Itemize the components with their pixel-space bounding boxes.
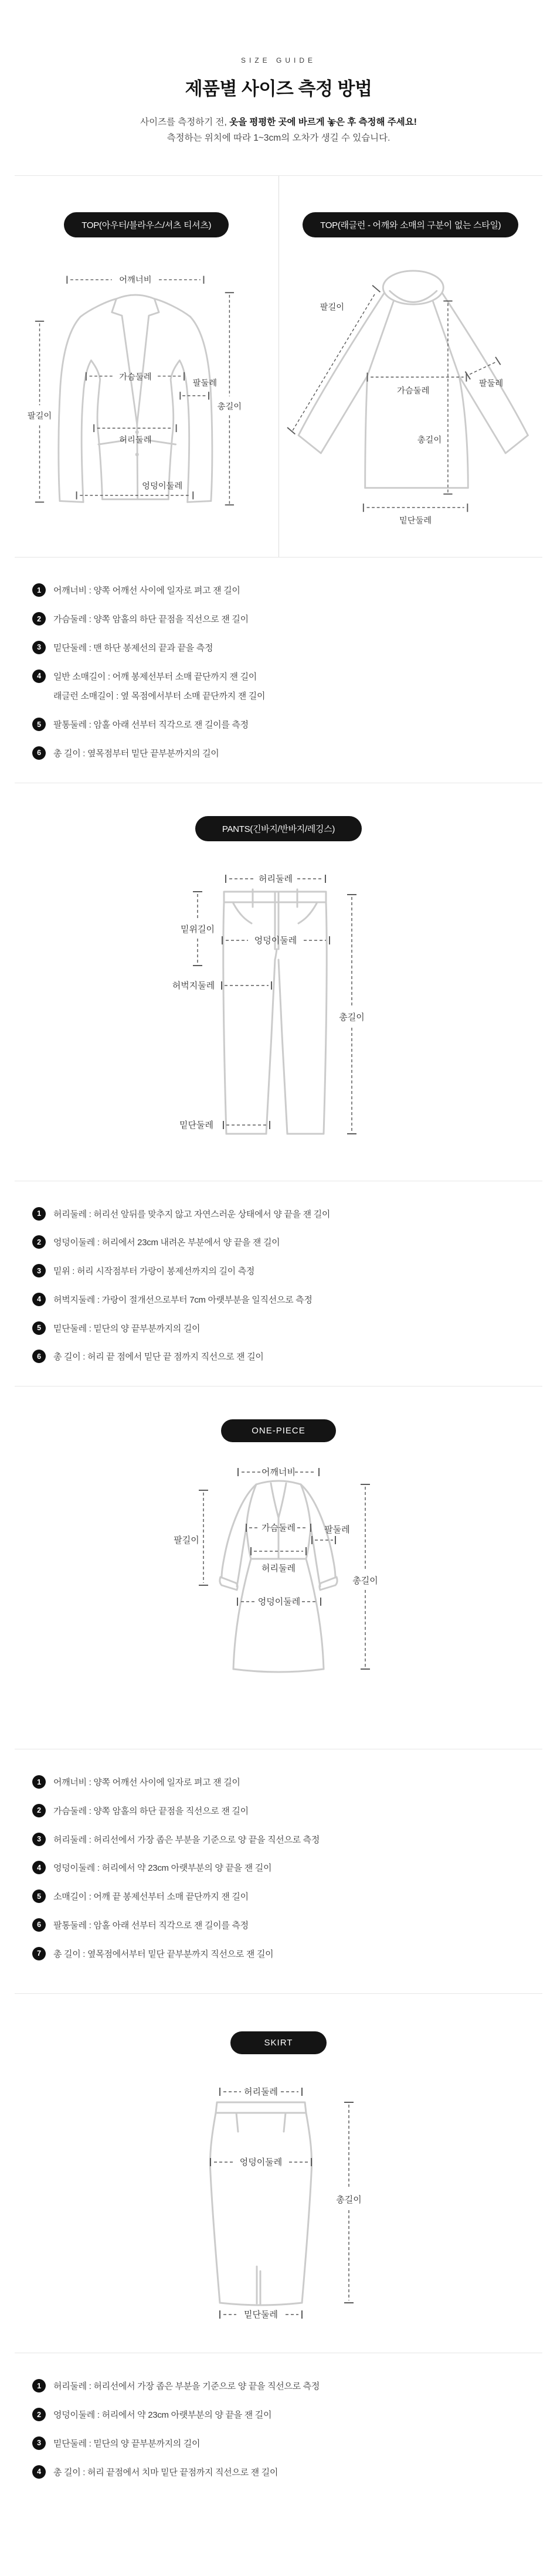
pants-label-hem: 밑단둘레 — [179, 1120, 213, 1130]
list-item — [32, 584, 525, 597]
step-text: 소매길이 : 어깨 끝 봉제선부터 소매 끝단까지 잰 길이 — [53, 1892, 249, 1902]
step-number-badge: 7 — [32, 1947, 46, 1960]
step-text: 총 길이 : 허리 끝점에서 치마 밑단 끝점까지 직선으로 잰 길이 — [53, 2467, 278, 2478]
skirt-diagram — [161, 2074, 396, 2326]
step-number-badge: 2 — [32, 1804, 46, 1817]
page-title: 제품별 사이즈 측정 방법 — [185, 79, 372, 99]
skirt-section — [15, 1994, 542, 2501]
eyebrow-text: SIZE GUIDE — [240, 56, 316, 64]
list-item — [32, 747, 525, 760]
onepiece-label-waist: 허리둘레 — [261, 1564, 296, 1574]
jacket-labels — [28, 274, 242, 491]
pants-diagram-block — [15, 783, 542, 1181]
step-text: 가슴둘레 : 양쪽 암홀의 하단 끝점을 직선으로 잰 길이 — [53, 1806, 249, 1816]
step-number-badge: 5 — [32, 1889, 46, 1903]
step-text: 밑위 : 허리 시작점부터 가랑이 봉제선까지의 길이 측정 — [53, 1266, 255, 1276]
step-number-badge: 2 — [32, 2408, 46, 2421]
step-number-badge: 4 — [32, 1293, 46, 1306]
list-item — [32, 2438, 525, 2451]
step-text: 일반 소매길이 : 어깨 봉제선부터 소매 끝단까지 잰 길이 — [53, 671, 257, 682]
step-text: 팔통둘레 : 암홀 아래 선부터 직각으로 잰 길이를 측정 — [53, 720, 249, 730]
top-diagrams-row — [15, 175, 542, 558]
pants-label-total: 총길이 — [339, 1012, 365, 1022]
top-raglan-column — [278, 176, 543, 557]
list-item — [32, 1919, 525, 1932]
pants-diagram — [161, 861, 396, 1154]
pants-outline — [223, 889, 327, 1134]
step-number-badge: 4 — [32, 1861, 46, 1874]
onepiece-label-arm: 팔둘레 — [324, 1525, 350, 1535]
step-number-badge: 3 — [32, 641, 46, 654]
jacket-label-chest: 가슴둘레 — [118, 372, 152, 382]
step-text: 엉덩이둘레 : 허리에서 약 23cm 아랫부분의 양 끝을 잰 길이 — [53, 1863, 272, 1874]
step-number-badge: 3 — [32, 2436, 46, 2450]
step-number-badge: 2 — [32, 1235, 46, 1249]
onepiece-label-sleeve: 팔길이 — [174, 1535, 199, 1545]
step-text: 팔통둘레 : 암홀 아래 선부터 직각으로 잰 길이를 측정 — [53, 1920, 249, 1931]
list-item — [32, 2380, 525, 2393]
onepiece-label-total: 총길이 — [352, 1576, 378, 1586]
step-number-badge: 6 — [32, 1918, 46, 1932]
skirt-outline — [210, 2102, 311, 2305]
pants-pill: PANTS(긴바지/반바지/레깅스) — [195, 816, 362, 841]
raglan-labels — [320, 302, 503, 526]
jacket-label-waist: 허리둘레 — [118, 436, 152, 446]
step-text-line2: 래글런 소매길이 : 옆 목점에서부터 소매 끝단까지 잰 길이 — [53, 691, 266, 702]
step-number-badge: 1 — [32, 1775, 46, 1789]
onepiece-outline — [220, 1481, 337, 1672]
step-text: 밑단둘레 : 밑단의 양 끝부분까지의 길이 — [53, 1323, 201, 1334]
step-text: 총 길이 : 허리 끝 점에서 밑단 끝 점까지 직선으로 잰 길이 — [53, 1352, 264, 1362]
step-text: 허리둘레 : 허리선에서 가장 좁은 부분을 기준으로 양 끝을 직선으로 측정 — [53, 2381, 320, 2392]
onepiece-label-shoulder: 어깨너비 — [261, 1467, 296, 1477]
onepiece-labels — [174, 1467, 378, 1607]
step-number-badge: 5 — [32, 1321, 46, 1335]
onepiece-label-chest: 가슴둘레 — [261, 1523, 296, 1533]
step-text: 총 길이 : 옆목점부터 밑단 끝부분까지의 길이 — [53, 748, 219, 759]
onepiece-steps-list — [15, 1749, 542, 1994]
list-item — [32, 1862, 525, 1875]
skirt-label-waist: 허리둘레 — [244, 2087, 278, 2098]
step-text: 어깨너비 : 양쪽 어깨선 사이에 일자로 펴고 잰 길이 — [53, 586, 240, 596]
step-number-badge: 6 — [32, 746, 46, 760]
skirt-label-total: 총길이 — [336, 2195, 362, 2205]
step-text: 총 길이 : 옆목점에서부터 밑단 끝부분까지 직선으로 잰 길이 — [53, 1949, 274, 1959]
step-text: 허벅지둘레 : 가랑이 절개선으로부터 7cm 아랫부분을 일직선으로 측정 — [53, 1294, 313, 1305]
skirt-label-hem: 밑단둘레 — [244, 2310, 278, 2320]
step-text-group — [53, 671, 265, 704]
list-item — [32, 1294, 525, 1307]
description-normal: 사이즈를 측정하기 전, — [140, 117, 230, 127]
pants-label-hip: 엉덩이둘레 — [254, 935, 297, 946]
step-text: 허리둘레 : 허리선 앞뒤를 맞추지 않고 자연스러운 상태에서 양 끝을 잰 길이 — [53, 1209, 331, 1219]
list-item — [32, 1236, 525, 1249]
pants-diagram-wrap — [15, 861, 542, 1157]
onepiece-diagram-wrap — [15, 1462, 542, 1723]
list-item — [32, 2409, 525, 2422]
top-jacket-column — [15, 176, 278, 557]
list-item — [32, 613, 525, 626]
raglan-diagram — [287, 257, 534, 527]
step-number-badge: 5 — [32, 718, 46, 731]
description-bold: 옷을 평평한 곳에 바르게 놓은 후 측정해 주세요! — [229, 117, 417, 127]
list-item — [32, 2466, 525, 2479]
step-number-badge: 3 — [32, 1264, 46, 1277]
list-item — [32, 1265, 525, 1278]
jacket-label-sleeve: 팔길이 — [27, 412, 52, 422]
raglan-label-hem: 밑단둘레 — [399, 516, 432, 526]
raglan-label-arm: 팔둘레 — [478, 379, 504, 389]
top-section — [15, 175, 542, 783]
skirt-measure-lines — [210, 2088, 354, 2319]
step-text: 가슴둘레 : 양쪽 암홀의 하단 끝점을 직선으로 잰 길이 — [53, 614, 249, 624]
list-item — [32, 1208, 525, 1221]
step-number-badge: 1 — [32, 2379, 46, 2393]
step-number-badge: 1 — [32, 583, 46, 597]
step-number-badge: 3 — [32, 1833, 46, 1846]
skirt-steps-list — [15, 2353, 542, 2501]
page-header — [0, 0, 557, 146]
top-raglan-pill: TOP(래글런 - 어깨와 소매의 구분이 없는 스타일) — [303, 212, 518, 237]
step-number-badge: 6 — [32, 1350, 46, 1363]
jacket-label-arm: 팔둘레 — [192, 379, 217, 389]
onepiece-label-hip: 엉덩이둘레 — [257, 1597, 301, 1607]
step-text: 밑단둘레 : 맨 하단 봉제선의 끝과 끝을 측정 — [53, 643, 213, 653]
raglan-diagram-wrap — [279, 257, 543, 530]
pants-label-thigh: 허벅지둘레 — [172, 980, 215, 991]
jacket-label-hip: 엉덩이둘레 — [141, 481, 183, 491]
list-item — [32, 1351, 525, 1364]
onepiece-pill: ONE-PIECE — [221, 1419, 336, 1442]
step-number-badge: 1 — [32, 1207, 46, 1221]
step-number-badge: 2 — [32, 612, 46, 626]
step-text: 허리둘레 : 허리선에서 가장 좁은 부분을 기준으로 양 끝을 직선으로 측정 — [53, 1834, 320, 1845]
skirt-diagram-wrap — [15, 2074, 542, 2329]
raglan-label-total: 총길이 — [417, 436, 442, 446]
list-item — [32, 1891, 525, 1904]
step-text: 엉덩이둘레 : 허리에서 23cm 내려온 부분에서 양 끝을 잰 길이 — [53, 1238, 280, 1248]
top-steps-list — [15, 558, 542, 783]
list-item — [32, 642, 525, 655]
skirt-pill: SKIRT — [230, 2031, 327, 2054]
pants-section — [15, 783, 542, 1387]
jacket-diagram-wrap — [15, 257, 278, 511]
jacket-measure-lines — [35, 276, 234, 505]
skirt-labels — [240, 2086, 362, 2320]
list-item — [32, 671, 525, 704]
list-item — [32, 1323, 525, 1335]
description-line2: 측정하는 위치에 따라 1~3cm의 오차가 생길 수 있습니다. — [167, 133, 390, 144]
pants-label-rise: 밑위길이 — [181, 924, 215, 934]
list-item — [32, 1805, 525, 1818]
jacket-outline — [59, 295, 212, 502]
onepiece-diagram-block — [15, 1386, 542, 1749]
list-item — [32, 1834, 525, 1847]
step-text: 엉덩이둘레 : 허리에서 약 23cm 아랫부분의 양 끝을 잰 길이 — [53, 2410, 272, 2420]
step-text: 밑단둘레 : 밑단의 양 끝부분까지의 길이 — [53, 2438, 201, 2449]
list-item — [32, 1948, 525, 1961]
page-description — [0, 114, 557, 146]
pants-label-waist: 허리둘레 — [259, 874, 293, 884]
top-jacket-pill: TOP(아우터/블라우스/셔츠 티셔츠) — [64, 212, 229, 237]
onepiece-diagram — [147, 1462, 410, 1720]
pants-steps-list — [15, 1181, 542, 1387]
jacket-diagram — [18, 257, 276, 508]
step-text: 어깨너비 : 양쪽 어깨선 사이에 일자로 펴고 잰 길이 — [53, 1778, 240, 1787]
raglan-label-sleeve: 팔길이 — [320, 303, 345, 312]
step-number-badge: 4 — [32, 670, 46, 683]
raglan-label-chest: 가슴둘레 — [397, 386, 430, 396]
skirt-label-hip: 엉덩이둘레 — [239, 2157, 283, 2168]
skirt-diagram-block — [15, 1994, 542, 2353]
step-number-badge: 4 — [32, 2465, 46, 2479]
onepiece-section — [15, 1386, 542, 1994]
jacket-label-total: 총길이 — [217, 402, 242, 412]
list-item — [32, 1776, 525, 1789]
jacket-label-shoulder: 어깨너비 — [118, 276, 152, 286]
list-item — [32, 719, 525, 732]
